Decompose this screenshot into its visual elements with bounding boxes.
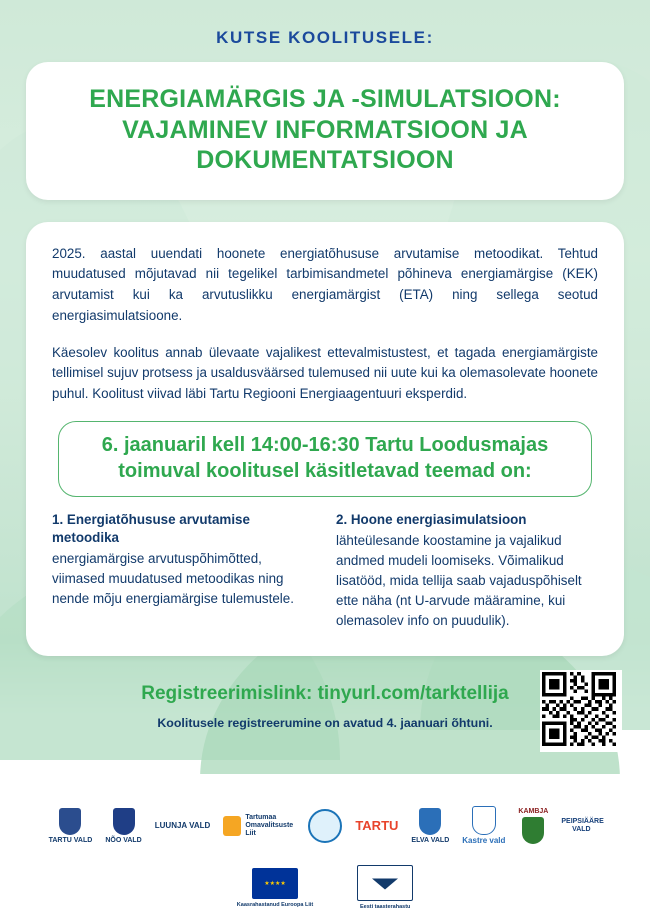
page-title-line-2: VAJAMINEV INFORMATSIOON JA	[122, 115, 528, 144]
logo-label: NÕO VALD	[105, 836, 142, 844]
shield-icon	[59, 808, 81, 835]
body-card	[26, 222, 624, 656]
logo-label: Kastre vald	[462, 836, 506, 846]
topic-columns	[52, 511, 598, 632]
estonia-caption: Eesti taasterahastu	[359, 904, 411, 911]
shield-icon	[522, 817, 544, 844]
logo-elva-vald	[411, 808, 449, 845]
title-card	[26, 62, 624, 200]
shield-icon	[472, 806, 496, 835]
estonia-logo	[357, 865, 413, 911]
emblem-icon	[223, 816, 241, 836]
logo-label: TARTU VALD	[48, 836, 93, 844]
partner-logos	[0, 795, 650, 857]
eu-stars-icon: ★★★★	[264, 880, 286, 887]
logo-kastre-vald	[462, 806, 505, 846]
logo-nogo-vald	[105, 808, 141, 845]
qr-code[interactable]	[540, 670, 622, 752]
body-paragraph-1: 2025. aastal uuendati hoonete energiatõhususe arvutamise metoodikat. Tehtud muudatused mõjutavad nii tegelikel tarbimisandmetel põhineva energiamärgise (KEK) arvutamist kui ka arvutuslikku energiamärgist (ETA) ning sellega seotud energiasimulatsioone.	[52, 245, 598, 323]
topic-1-text: energiamärgise arvutuspõhimõtted, viimased muudatused metoodikas ning nende mõju energiamärgise tulemustele.	[52, 551, 294, 607]
swallow-icon	[357, 865, 413, 901]
logo-kambja-vald	[518, 808, 548, 845]
funding-logos	[0, 865, 650, 911]
logo-label: TARTU	[355, 817, 399, 833]
logo-label: PEIPSIÄÄRE VALD	[561, 818, 604, 833]
topic-column-2	[336, 511, 598, 632]
logo-label: Tartumaa Omavalitsuste Liit	[245, 814, 294, 837]
kicker-text: KUTSE KOOLITUSELE:	[216, 28, 434, 47]
logo-tartumaa-omavalitsuste-liit	[223, 814, 295, 837]
topic-1-heading: 1. Energiatõhususe arvutamise metoodika	[52, 511, 250, 545]
circle-emblem-icon	[308, 809, 342, 843]
logo-label: KAMBJA	[518, 807, 549, 815]
topic-2-heading: 2. Hoone energiasimulatsioon	[336, 511, 527, 527]
swallow-shape-icon	[372, 879, 398, 890]
registration-note: Koolitusele registreerumine on avatud 4. jaanuari õhtuni.	[157, 716, 493, 731]
logo-trea	[308, 809, 342, 843]
body-paragraph-2: Käesolev koolitus annab ülevaate vajalikest ettevalmistustest, et tagada energiamärgiste tellimisel sujuv protsess ja usaldusväärsed tulemused nii uute kui ka olemasolevate hoonete puhul. Koolitust viivad läbi Tartu Regiooni Energiaagentuuri eksperdid.	[52, 344, 598, 402]
topic-column-1	[52, 511, 314, 632]
logo-label: ELVA VALD	[411, 836, 450, 844]
event-highlight-line-1: 6. jaanuaril kell 14:00-16:30 Tartu Loodusmajas	[101, 433, 549, 456]
page-title-line-1: ENERGIAMÄRGIS JA -SIMULATSIOON:	[89, 85, 561, 113]
shield-icon	[113, 808, 135, 835]
logo-peipsiaare-vald	[561, 818, 604, 833]
eu-caption: Kaasrahastanud Euroopa Liit	[236, 901, 314, 908]
registration-link[interactable]: Registreerimislink: tinyurl.com/tarktellija	[141, 682, 509, 704]
page-title-line-3: DOKUMENTATSIOON	[196, 146, 454, 174]
eu-flag-icon	[252, 868, 298, 899]
topic-2-text: lähteülesande koostamine ja vajalikud andmed mudeli loomiseks. Võimalikud lisatööd, mida tellija saab vajaduspõhiselt ette näha (nt U-arvude määramine, kui olemasolev info on puudulik).	[336, 532, 582, 629]
logo-label: LUUNJA VALD	[154, 820, 211, 830]
logo-tartu-vald	[49, 808, 93, 845]
event-highlight-line-2: toimuval koolitusel käsitletavad teemad on:	[118, 459, 532, 482]
logo-tartu-linn	[355, 819, 398, 833]
event-highlight	[58, 421, 592, 497]
shield-icon	[419, 808, 441, 835]
eu-logo	[237, 868, 313, 909]
logo-luunja-vald	[155, 822, 211, 831]
registration-block	[0, 682, 650, 778]
